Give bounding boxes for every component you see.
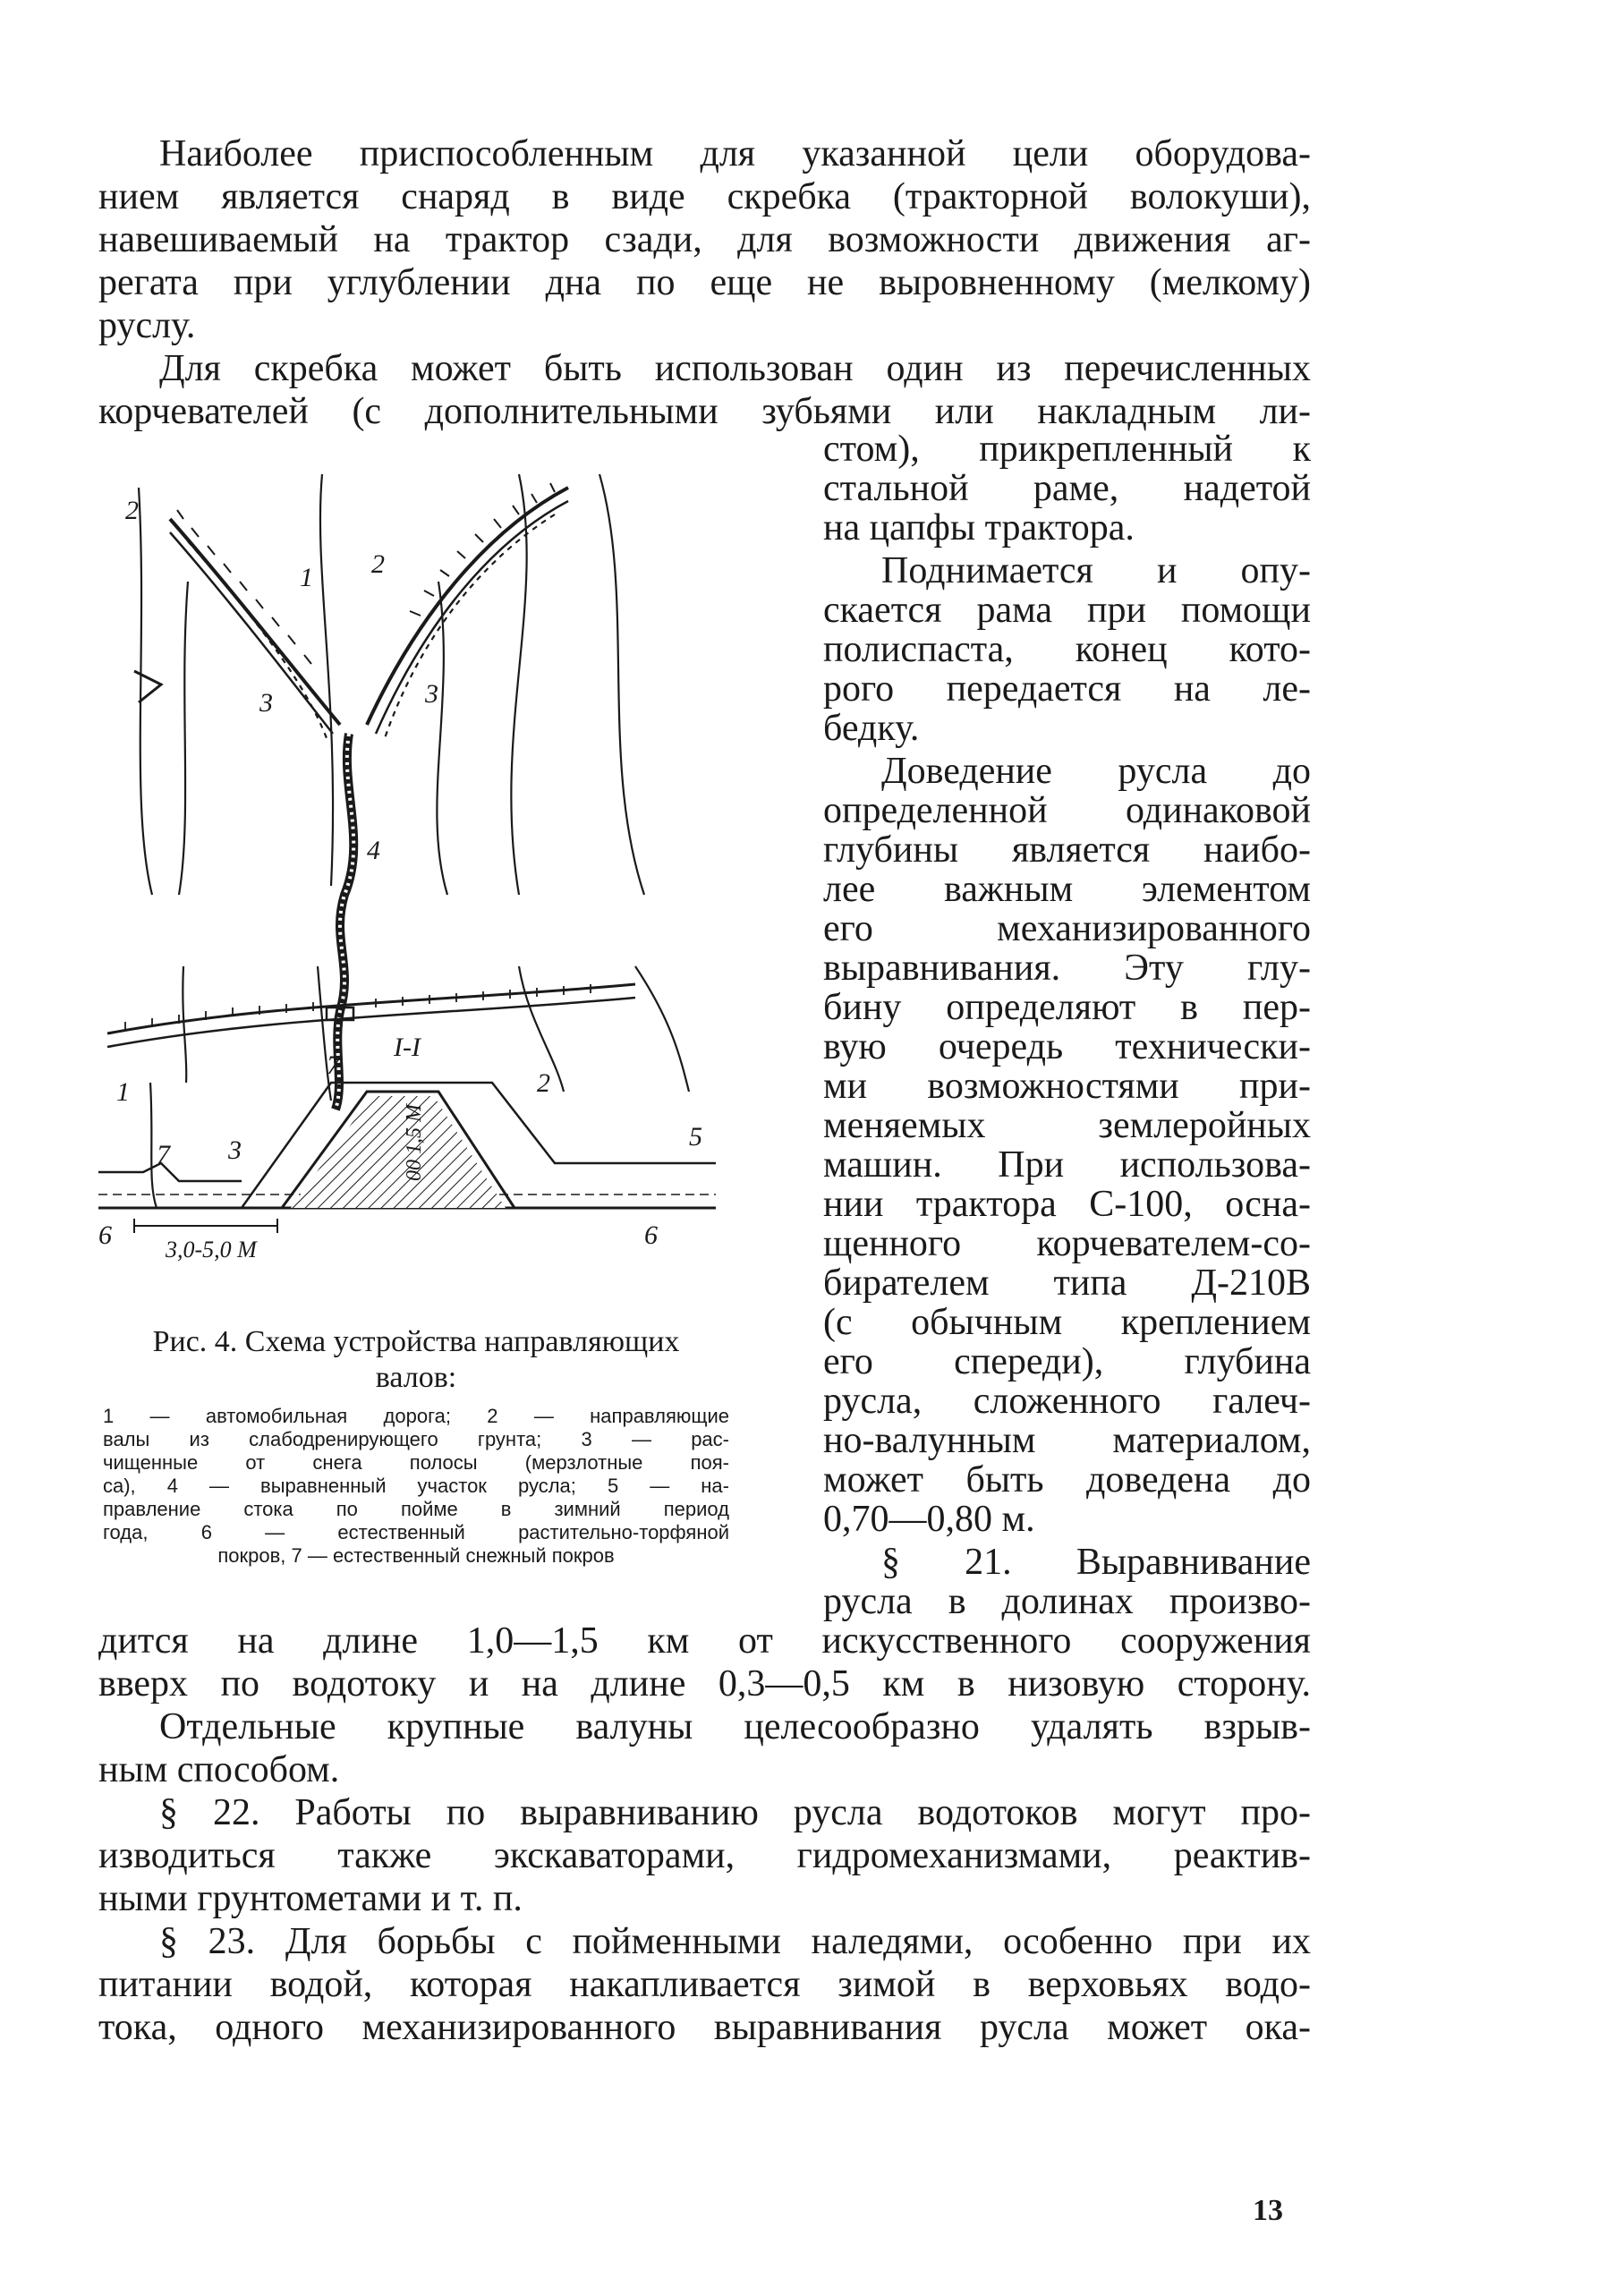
text-line: корчевателей (с дополнительными зубьями или накладным ли- bbox=[98, 391, 1311, 432]
text-line: определенной одинаковой bbox=[823, 790, 1311, 831]
text-line: нии трактора С-100, осна- bbox=[823, 1184, 1311, 1225]
callout-2: 2 bbox=[371, 549, 385, 579]
text-line: ным способом. bbox=[98, 1749, 340, 1790]
text-line: регата при углублении дна по еще не выровненному (мелкому) bbox=[98, 262, 1311, 303]
text-line: тока, одного механизированного выравнивания русла может ока- bbox=[98, 2007, 1311, 2048]
callout-7: 7 bbox=[157, 1140, 170, 1169]
text-line: Отдельные крупные валуны целесообразно удалять взрыв- bbox=[159, 1706, 1311, 1747]
text-line: питании водой, которая накапливается зимой в верховьях водо- bbox=[98, 1964, 1311, 2005]
terrain-contour bbox=[139, 488, 152, 895]
road bbox=[107, 984, 635, 1033]
text-line: Поднимается и опу- bbox=[881, 550, 1311, 591]
callout-4: 4 bbox=[367, 836, 380, 865]
text-line: машин. При использова- bbox=[823, 1144, 1311, 1186]
callout-3: 3 bbox=[228, 1135, 242, 1165]
text-line: на цапфы трактора. bbox=[823, 507, 1135, 548]
text-line: стальной раме, надетой bbox=[823, 468, 1311, 509]
figure-caption: Рис. 4. Схема устройства направляющих bbox=[152, 1325, 680, 1358]
text-line: выравнивания. Эту глу- bbox=[823, 948, 1311, 989]
text-line: изводиться также экскаваторами, гидромеханизмами, реактив- bbox=[98, 1835, 1311, 1876]
text-line: вверх по водотоку и на длине 0,3—0,5 км в низовую сторону. bbox=[98, 1663, 1311, 1705]
callout-7: 7 bbox=[327, 1050, 340, 1080]
text-line: его механизированного bbox=[823, 908, 1311, 949]
text-line: нием является снаряд в виде скребка (тракторной волокуши), bbox=[98, 176, 1311, 217]
text-line: бину определяют в пер- bbox=[823, 987, 1311, 1028]
callout-2: 2 bbox=[125, 496, 139, 525]
text-line: русла, сложенного галеч- bbox=[823, 1381, 1311, 1422]
terrain-contour bbox=[599, 474, 644, 895]
text-line: рого передается на ле- bbox=[823, 668, 1311, 710]
text-line: навешиваемый на трактор сзади, для возможности движения аг- bbox=[98, 219, 1311, 260]
terrain-contour bbox=[183, 966, 186, 1083]
text-line: может быть доведена до bbox=[823, 1459, 1311, 1501]
text-line: (с обычным креплением bbox=[823, 1302, 1311, 1343]
text-line: дится на длине 1,0—1,5 км от искусственного сооружения bbox=[98, 1620, 1311, 1662]
text-line: вую очередь технически- bbox=[823, 1026, 1311, 1067]
text-line: его спереди), глубина bbox=[823, 1341, 1311, 1382]
figure-legend-line: са), 4 — выравненный участок русла; 5 — на- bbox=[103, 1475, 729, 1497]
text-line: лее важным элементом bbox=[823, 869, 1311, 910]
text-line: щенного корчевателем-со- bbox=[823, 1223, 1311, 1264]
text-line: § 21. Выравнивание bbox=[881, 1542, 1311, 1583]
terrain-contour bbox=[150, 1083, 157, 1208]
figure-legend-line: покров, 7 — естественный снежный покров bbox=[217, 1544, 615, 1567]
figure-legend-line: валы из слабодренирующего грунта; 3 — рас- bbox=[103, 1428, 729, 1450]
text-line: полиспаста, конец кото- bbox=[823, 629, 1311, 670]
text-line: русла в долинах произво- bbox=[823, 1581, 1311, 1622]
text-line: Наиболее приспособленным для указанной цели оборудова- bbox=[159, 133, 1311, 174]
figure-caption-cont: валов: bbox=[375, 1361, 457, 1394]
text-line: 0,70—0,80 м. bbox=[823, 1499, 1035, 1540]
text-line: руслу. bbox=[98, 305, 196, 346]
text-line: глубины является наибо- bbox=[823, 829, 1311, 871]
text-line: бирателем типа Д-210В bbox=[823, 1263, 1311, 1304]
text-line: ными грунтометами и т. п. bbox=[98, 1878, 523, 1919]
text-line: Доведение русла до bbox=[881, 751, 1311, 792]
terrain-contour bbox=[318, 966, 331, 1101]
terrain-contour bbox=[179, 582, 188, 895]
terrain-contour bbox=[320, 474, 333, 886]
text-line: но-валунным материалом, bbox=[823, 1420, 1311, 1461]
dimension-height: 00 1,5 M bbox=[403, 1104, 426, 1181]
figure-legend-line: правление стока по пойме в зимний период bbox=[103, 1498, 729, 1520]
section-label: I-I bbox=[394, 1033, 421, 1062]
callout-3: 3 bbox=[425, 679, 438, 709]
callout-2: 2 bbox=[537, 1068, 550, 1098]
callout-6: 6 bbox=[98, 1220, 112, 1250]
text-line: скается рама при помощи bbox=[823, 590, 1311, 631]
text-line: меняемых землеройных bbox=[823, 1105, 1311, 1146]
text-line: стом), прикрепленный к bbox=[823, 429, 1311, 470]
figure-legend-line: чищенные от снега полосы (мерзлотные поя- bbox=[103, 1451, 729, 1474]
text-line: Для скребка может быть использован один из перечисленных bbox=[159, 348, 1311, 389]
callout-6: 6 bbox=[644, 1220, 658, 1250]
dimension-width: 3,0-5,0 M bbox=[166, 1237, 257, 1263]
text-line: § 23. Для борьбы с пойменными наледями, особенно при их bbox=[159, 1921, 1311, 1962]
terrain-contour bbox=[635, 966, 689, 1092]
text-line: ми возможностями при- bbox=[823, 1066, 1311, 1107]
figure-4-diagram bbox=[98, 465, 743, 1271]
text-line: бедку. bbox=[823, 708, 920, 749]
figure-legend-line: 1 — автомобильная дорога; 2 — направляющие bbox=[103, 1405, 729, 1427]
page-number: 13 bbox=[1253, 2194, 1283, 2227]
figure-legend-line: года, 6 — естественный растительно-торфяной bbox=[103, 1521, 729, 1543]
text-line: § 22. Работы по выравниванию русла водотоков могут про- bbox=[159, 1792, 1311, 1833]
callout-1: 1 bbox=[300, 563, 313, 592]
callout-3: 3 bbox=[259, 688, 273, 718]
callout-1: 1 bbox=[116, 1077, 130, 1107]
callout-5: 5 bbox=[689, 1122, 702, 1152]
